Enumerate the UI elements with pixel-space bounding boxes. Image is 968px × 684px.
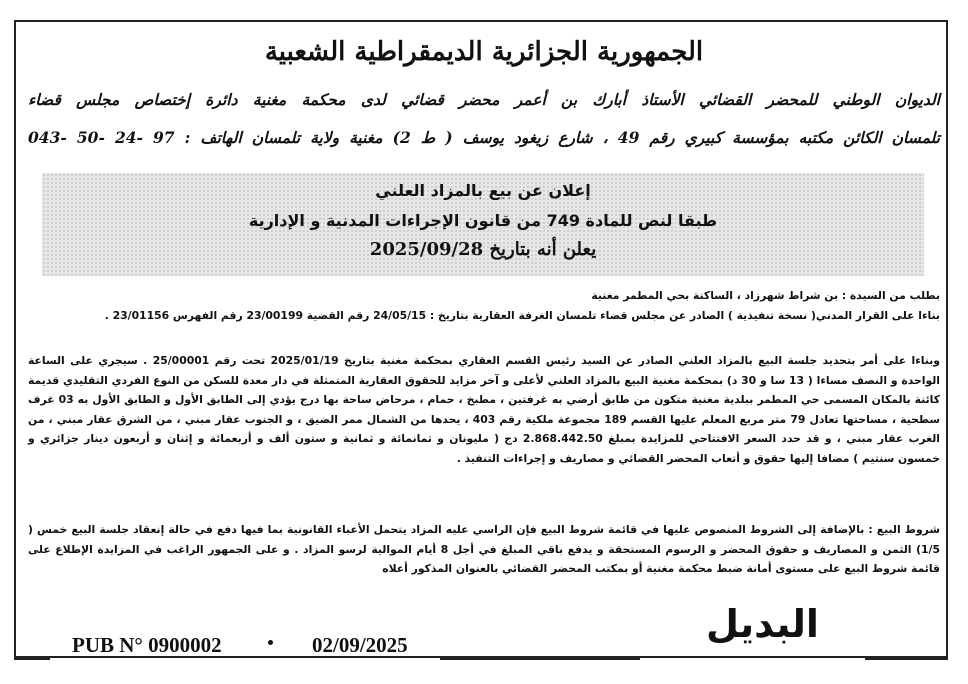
- conditions-paragraph: شروط البيع : بالإضافة إلى الشروط المنصوص عليها في قائمة شروط البيع فإن الراسي عليه المزاد يتحمل الأعباء القانونية بما فيها دفع في حالة إنعقاد جلسة البيع خمس ( 1/5) الثمن و المصاريف و حقوق المحضر و الرسوم المستحقة و يدفع باقي المبلغ في أجل 8 أيام الموالية لرسو المزاد . و على الجمهور الراغب في المزايدة الإطلاع على قائمة شروط البيع على مستوى أمانة ضبط محكمة مغنية أو بمكتب المحضر القضائي بالعنوان المذكور أعلاه: [28, 523, 940, 575]
- footer-rule-middle: [440, 658, 640, 660]
- footer-rule-right: [865, 658, 948, 660]
- order-paragraph: وبناءا على أمر بتحديد جلسة البيع بالمزاد العلني الصادر عن السيد رئيس القسم العقاري بمحكمة مغنية بتاريخ 2025/01/19 تحت رقم 25/00001 . سيجري على الساعة الواحدة و النصف مساءا ( 13 سا و 30 د) بمحكمة مغنية البيع بالمزاد العلني لأعلى و آخر مزايد للحقوق العقارية المتمثلة في دار معدة للسكن من النوع الفردي التقليدي قديمة كائنة بالمكان المسمى حي المطمر ببلدية مغنية متكون من طابق أرضي به غرفتين ، مطبخ ، حمام ، مرحاض ساحة بها درج يؤدي إلى الطابق الأول و الطابق الأول به 03 غرف سطحية ، مساحتها تعادل 79 متر مربع المعلم عليها القسم 189 مجموعة ملكية رقم 403 ، يحدها من الشمال ممر الضيق ، و الجنوب عقار مبني ، من الشرق عقار مبني ، من الغرب عقار مبني ، و قد حدد السعر الافتتاحي للمزايدة بمبلغ 2.868.442.50 دج ( مليونان و ثمانمائة و ثمانية و ستون ألف و أربعمائة و إثنان و أربعون دينار جزائري و خمسون سنتيم ) مضافا إليها حقوق و أتعاب المحضر القضائي و مصاريف و إجراءات التنفيذ .: [28, 354, 941, 465]
- publication-date: 02/09/2025: [312, 633, 408, 657]
- request-paragraph: بطلب من السيدة : بن شراط شهرزاد ، الساكنة بحي المطمر مغنية: [591, 289, 940, 302]
- conditions-section: [28, 520, 940, 579]
- country-title: الجمهورية الجزائرية الديمقراطية الشعبية: [264, 37, 704, 67]
- legal-article-line: طبقا لنص للمادة 749 من قانون الإجراءات المدنية و الإدارية: [248, 211, 718, 230]
- bailiff-office-line: الديوان الوطني للمحضر القضائي الأستاذ أبارك بن أعمر محضر قضائي لدى محكمة مغنية دائرة إختصاص مجلس قضاء: [28, 90, 940, 109]
- request-section: [28, 286, 940, 325]
- office-address-line: تلمسان الكائن مكتبه بمؤسسة كبيري رقم 49 ، شارع زيغود يوسف ( ط 2) مغنية ولاية تلمسان الهاتف : 97 -24 -50 -043: [28, 128, 940, 147]
- auction-notice-box: [42, 173, 924, 276]
- separator-dot: [268, 640, 273, 645]
- decision-paragraph: بناءا على القرار المدني( نسخة تنفيذية ) الصادر عن مجلس قضاء تلمسان الغرفة العقارية بتاريخ : 24/05/15 رقم القضية 23/00199 رقم الفهرس 23/01156 .: [104, 308, 940, 322]
- newspaper-name: البديل: [706, 602, 819, 646]
- pub-number: PUB N° 0900002: [72, 633, 222, 657]
- footer-rule-left: [14, 658, 50, 660]
- auction-date-line: يعلن أنه بتاريخ 2025/09/28: [369, 239, 597, 260]
- order-section: [28, 351, 940, 468]
- notice-heading: إعلان عن بيع بالمزاد العلني: [375, 181, 591, 200]
